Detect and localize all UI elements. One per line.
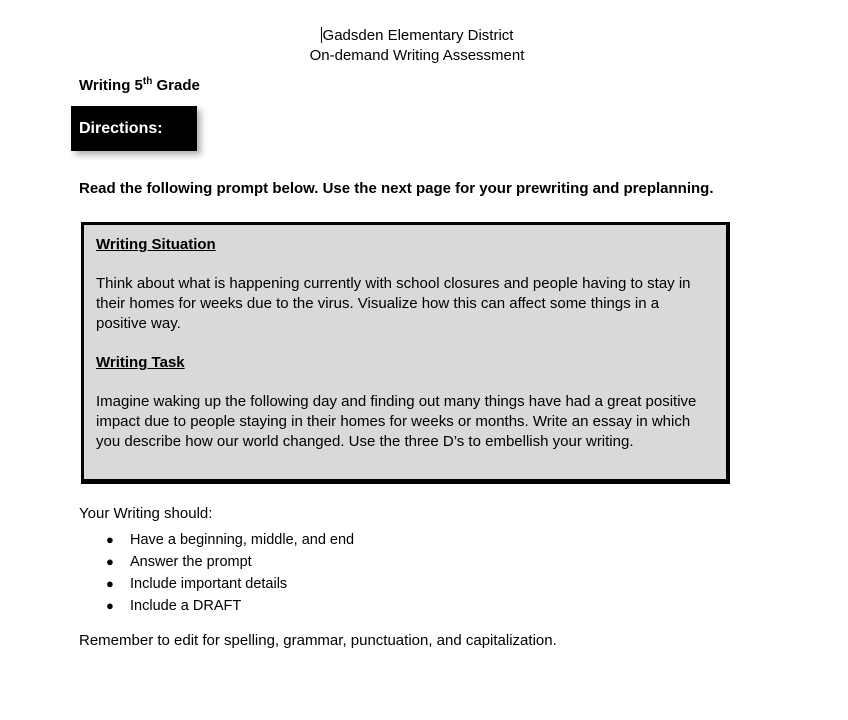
list-item xyxy=(106,595,848,617)
writing-task-heading: Writing Task xyxy=(96,354,185,371)
checklist-item-label: Include a DRAFT xyxy=(130,598,242,614)
title-line1-text: Gadsden Elementary District xyxy=(322,27,514,44)
list-item xyxy=(106,529,848,551)
list-item xyxy=(106,551,848,573)
writing-situation-heading: Writing Situation xyxy=(96,236,216,253)
grade-heading-superscript: th xyxy=(142,76,153,87)
text-cursor xyxy=(321,27,322,43)
document-header xyxy=(79,0,755,66)
grade-heading-suffix: Grade xyxy=(152,77,200,94)
checklist-item-label: Include important details xyxy=(130,576,288,592)
checklist-item-label: Have a beginning, middle, and end xyxy=(130,532,355,548)
bullet-icon: ● xyxy=(106,554,114,569)
writing-task-text: Imagine waking up the following day and finding out many things have had a great positive impact due to people staying in their homes for weeks or months. Write an essay in which you describe how our world changed. Use the three D’s to embellish your writing. xyxy=(96,393,697,450)
checklist-intro: Your Writing should: xyxy=(79,505,213,522)
grade-heading-prefix: Writing 5 xyxy=(79,77,143,94)
checklist xyxy=(0,529,848,617)
document-title-line2 xyxy=(79,46,755,66)
writing-situation-text: Think about what is happening currently with school closures and people having to stay in their homes for weeks due to the virus. Visualize how this can affect some things in a positive way. xyxy=(96,275,691,332)
instruction-text: Read the following prompt below. Use the next page for your prewriting and preplanning. xyxy=(79,180,714,197)
directions-box xyxy=(71,106,197,151)
prompt-box xyxy=(81,222,730,484)
checklist-item-label: Answer the prompt xyxy=(130,554,252,570)
footer-note: Remember to edit for spelling, grammar, punctuation, and capitalization. xyxy=(79,632,557,649)
directions-label: Directions: xyxy=(79,120,163,137)
title-line2-text: On-demand Writing Assessment xyxy=(309,47,525,64)
bullet-icon: ● xyxy=(106,576,114,591)
grade-heading xyxy=(79,76,848,94)
list-item xyxy=(106,573,848,595)
bullet-icon: ● xyxy=(106,532,114,547)
bullet-icon: ● xyxy=(106,598,114,613)
document-title-line1 xyxy=(79,26,755,46)
